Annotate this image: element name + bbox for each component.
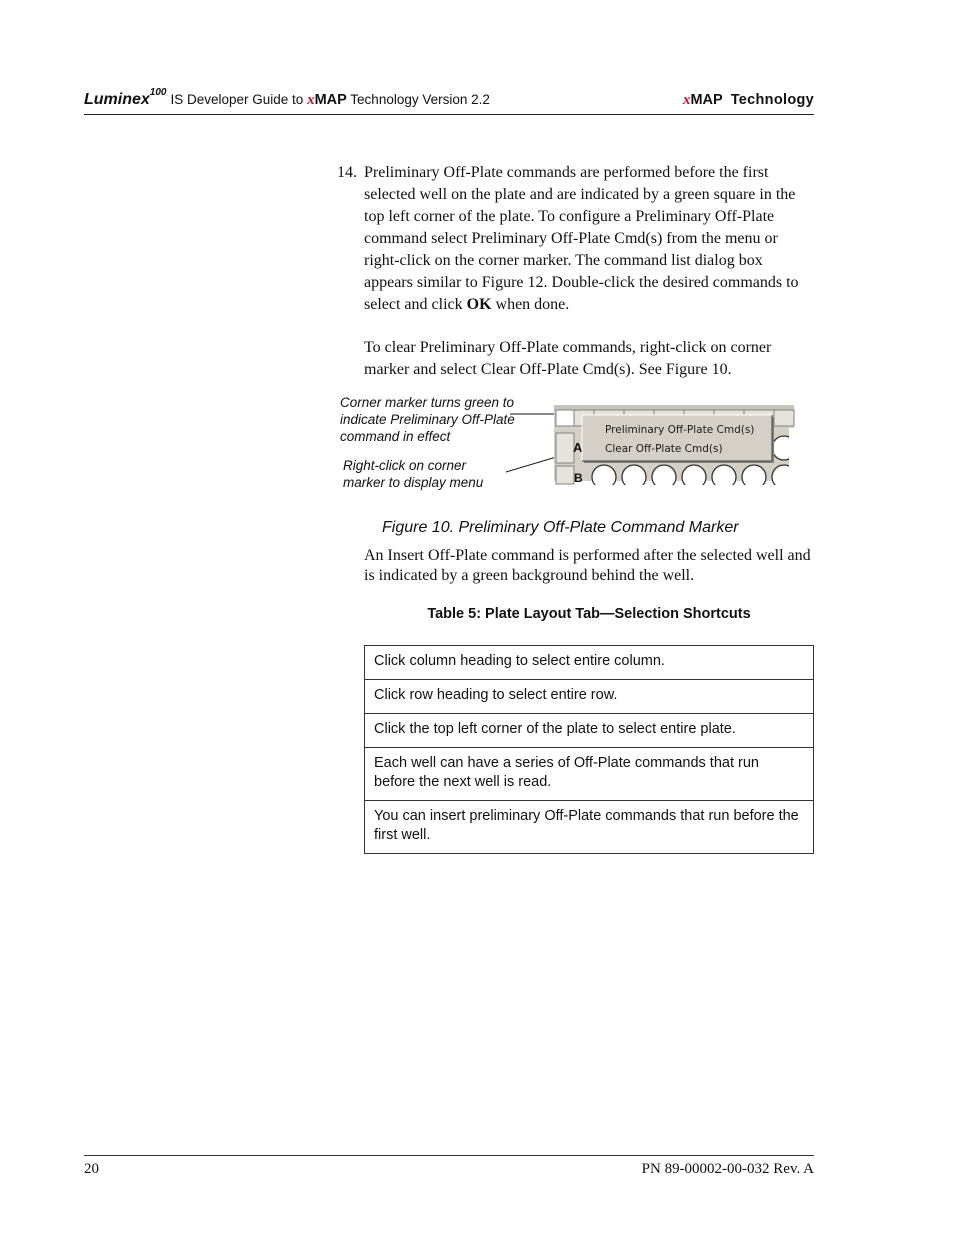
part-number: PN 89-00002-00-032 Rev. A xyxy=(641,1161,814,1177)
step-14 xyxy=(337,162,815,316)
callout-corner-marker: Corner marker turns green to indicate Preliminary Off-Plate command in effect xyxy=(340,395,515,444)
table-row xyxy=(365,646,814,680)
menu-item-clear-off-plate[interactable]: Clear Off-Plate Cmd(s) xyxy=(605,443,723,455)
table-row xyxy=(365,801,814,854)
table-cell: Click row heading to select entire row. xyxy=(365,680,814,714)
menu-item-preliminary-off-plate[interactable]: Preliminary Off-Plate Cmd(s) xyxy=(605,424,755,436)
step-text-before-ok: Preliminary Off-Plate commands are performed before the first selected well on the plate and are indicated by a green square in the top left corner of the plate. To configure a Preliminary Off-Plate command select Preliminary Off-Plate Cmd(s) from the menu or right-click on the corner marker. The command list dialog box appears similar to Figure 12. Double-click the desired commands to select and click xyxy=(364,164,799,313)
header-right-x: x xyxy=(682,92,691,108)
header-text-before: IS Developer Guide to xyxy=(170,92,308,107)
header-right-technology: Technology xyxy=(730,92,814,108)
row-header-a[interactable] xyxy=(556,433,574,463)
row-label-a: A xyxy=(573,440,583,455)
header-title xyxy=(84,87,490,109)
corner-marker[interactable] xyxy=(556,410,574,426)
table-row xyxy=(365,714,814,748)
ok-bold: OK xyxy=(466,296,492,313)
table-cell: You can insert preliminary Off-Plate commands that run before the first well. xyxy=(365,801,814,854)
brand-name: Luminex xyxy=(84,91,150,108)
brand-superscript: 100 xyxy=(149,87,167,98)
callout-right-click: Right-click on corner marker to display menu xyxy=(343,458,484,490)
header-text-after: Technology Version 2.2 xyxy=(346,92,490,107)
step-number: 14. xyxy=(337,164,357,181)
row-label-b: B xyxy=(574,471,583,485)
plate-context-menu-figure xyxy=(500,400,800,485)
header-section-title xyxy=(683,91,814,109)
page-footer xyxy=(84,1155,814,1177)
figure-caption: Figure 10. Preliminary Off-Plate Command Marker xyxy=(382,519,739,536)
table-cell: Click the top left corner of the plate to select entire plate. xyxy=(365,714,814,748)
table-cell: Each well can have a series of Off-Plate commands that run before the next well is read. xyxy=(365,748,814,801)
table-title: Table 5: Plate Layout Tab—Selection Shortcuts xyxy=(427,606,751,622)
step-text xyxy=(364,162,815,316)
row-header-b[interactable] xyxy=(556,466,574,484)
table-cell: Click column heading to select entire column. xyxy=(365,646,814,680)
table-row xyxy=(365,680,814,714)
table-row xyxy=(365,748,814,801)
page-number: 20 xyxy=(84,1161,99,1177)
clear-paragraph: To clear Preliminary Off-Plate commands, right-click on corner marker and select Clear Off-Plate Cmd(s). See Figure 10. xyxy=(364,339,772,378)
header-x-letter: x xyxy=(307,92,315,108)
selection-shortcuts-table xyxy=(364,645,814,854)
header-map-word: MAP xyxy=(314,92,347,108)
context-menu[interactable] xyxy=(582,415,774,463)
page-header xyxy=(84,84,814,115)
step-text-after-ok: when done. xyxy=(491,296,570,313)
insert-off-plate-paragraph: An Insert Off-Plate command is performed after the selected well and is indicated by a green background behind the well. xyxy=(364,547,811,584)
header-right-map: MAP xyxy=(690,92,723,108)
